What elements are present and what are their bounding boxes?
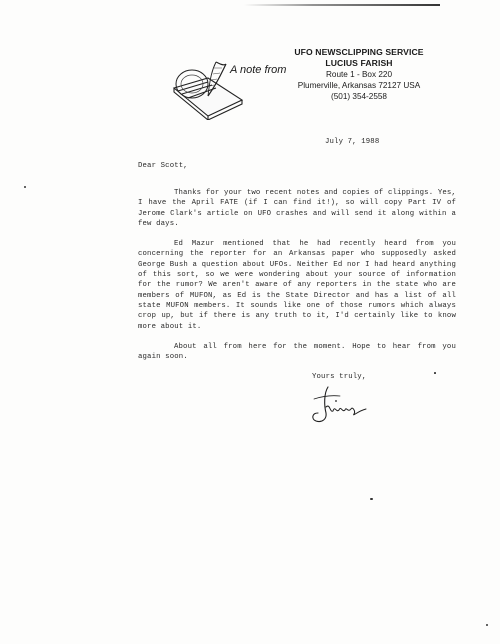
letter-body [138, 188, 456, 372]
address-line-2: Plumerville, Arkansas 72127 USA [297, 81, 421, 90]
scan-speck [434, 372, 436, 374]
scan-speck [486, 624, 488, 626]
closing: Yours truly, [312, 373, 367, 381]
letter-date: July 7, 1988 [325, 138, 380, 146]
organization-name: UFO NEWSCLIPPING SERVICE [294, 47, 424, 57]
handwritten-signature [306, 383, 370, 427]
paragraph: Thanks for your two recent notes and copies of clippings. Yes, I have the April FATE (if I can find it!), so will copy Part IV of Jerome Clark's article on UFO crashes and will send it along within a few days. [138, 189, 456, 228]
note-from-tagline: A note from [230, 64, 287, 76]
letterhead [274, 47, 444, 102]
address-line-1: Route 1 - Box 220 [326, 70, 392, 79]
scan-speck [24, 186, 26, 188]
scan-artifact-line [244, 4, 440, 6]
paragraph: About all from here for the moment. Hope to hear from you again soon. [138, 342, 456, 362]
scan-speck [370, 498, 373, 500]
paragraph: Ed Mazur mentioned that he had recently heard from you concerning the reporter for an Arkansas paper who supposedly asked George Bush a question about UFOs. Neither Ed nor I had heard anything of this sort, so we were wondering about your source of information for the rumor? We aren't aware of any reporters in the state who are members of MUFON, as Ed is the State Director and has a list of all state MUFON members. It sounds like one of those rumors which always crop up, but if there is any truth to it, I'd certainly like to know more about it. [138, 240, 456, 331]
phone-number: (501) 354-2558 [331, 92, 387, 101]
salutation: Dear Scott, [138, 162, 188, 170]
sender-name: LUCIUS FARISH [325, 58, 393, 68]
